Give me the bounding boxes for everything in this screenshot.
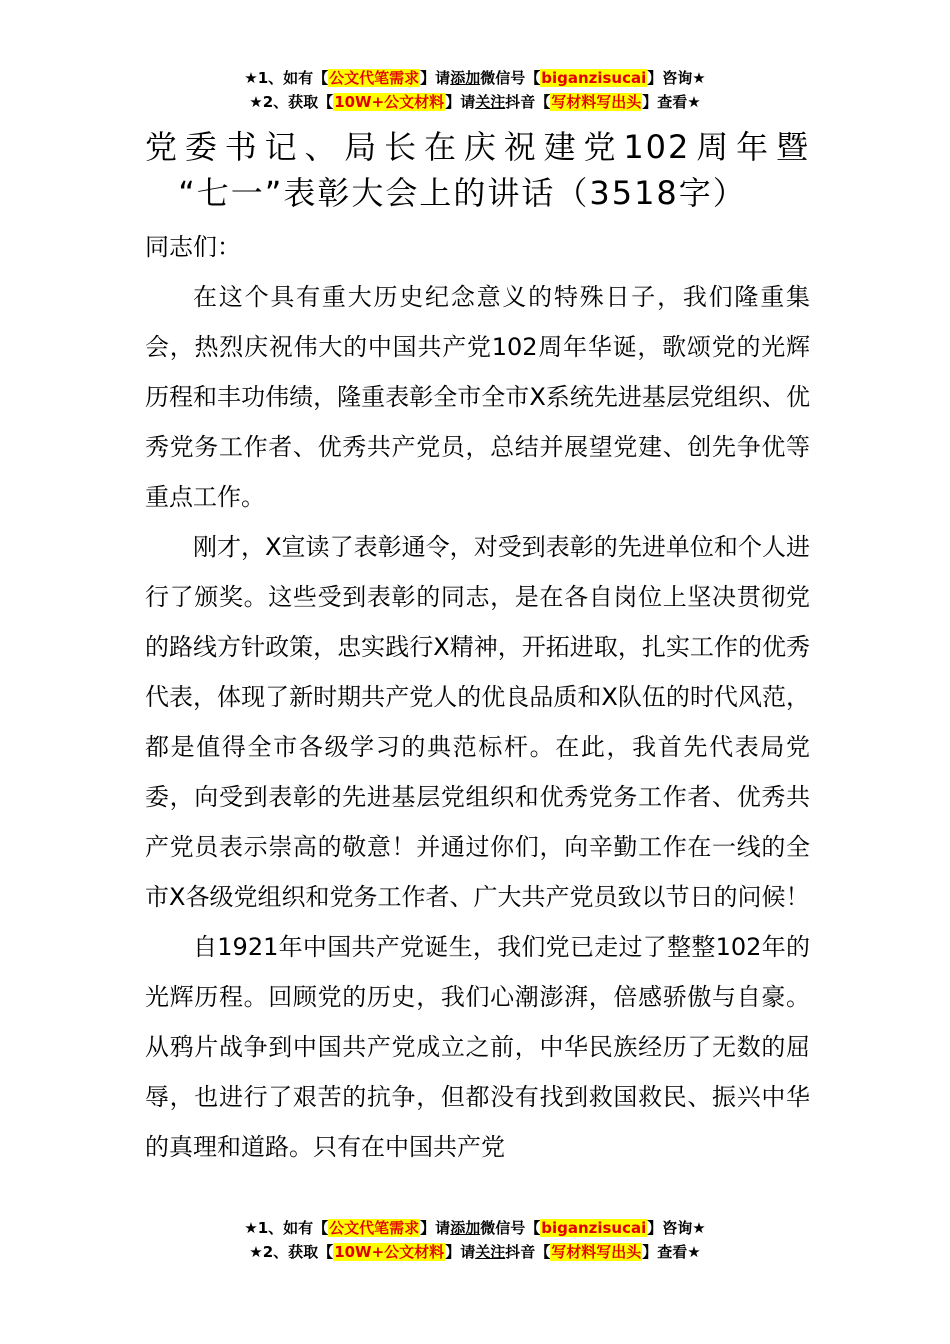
promo-highlight: 公文代笔需求 [329, 1219, 420, 1237]
document-body [145, 222, 810, 1172]
promo-text: 】查看★ [642, 93, 701, 111]
promo-banner-top [0, 66, 950, 114]
promo-underline: 添加 [450, 1219, 481, 1237]
paragraph-2: 刚才，X宣读了表彰通令，对受到表彰的先进单位和个人进行了颁奖。这些受到表彰的同志，是在各自岗位上坚决贯彻党的路线方针政策，忠实践行X精神，开拓进取，扎实工作的优秀代表，体现了新时期共产党人的优良品质和X队伍的时代风范，都是值得全市各级学习的典范标杆。在此，我首先代表局党委，向受到表彰的先进基层党组织和优秀党务工作者、优秀共产党员表示崇高的敬意！并通过你们，向辛勤工作在一线的全市X各级党组织和党务工作者、广大共产党员致以节日的问候！ [145, 533, 810, 911]
promo-text: 抖音【 [505, 1243, 551, 1261]
promo-text: 】请 [445, 93, 476, 111]
promo-underline: 添加 [450, 69, 481, 87]
promo-text: ★1、如有【 [244, 69, 329, 87]
promo-text: 】查看★ [642, 1243, 701, 1261]
promo-underline: 关注 [475, 1243, 506, 1261]
title-line-2: “七一”表彰大会上的讲话（3518字） [178, 174, 747, 212]
promo-text: 微信号【 [480, 69, 541, 87]
promo-text: ★2、获取【 [249, 93, 334, 111]
promo-text: ★1、如有【 [244, 1219, 329, 1237]
promo-banner-bottom [0, 1216, 950, 1264]
promo-line-1 [0, 1216, 950, 1240]
promo-line-2 [0, 1240, 950, 1264]
promo-highlight: 10W+公文材料 [334, 1243, 445, 1261]
promo-text: 】咨询★ [647, 69, 706, 87]
promo-text: 】请 [445, 1243, 476, 1261]
promo-text: 】请 [420, 1219, 451, 1237]
promo-text: 抖音【 [505, 93, 551, 111]
promo-text: ★2、获取【 [249, 1243, 334, 1261]
greeting: 同志们： [145, 233, 241, 261]
paragraph-1: 在这个具有重大历史纪念意义的特殊日子，我们隆重集会，热烈庆祝伟大的中国共产党102周年华诞，歌颂党的光辉历程和丰功伟绩，隆重表彰全市全市X系统先进基层党组织、优秀党务工作者、优秀共产党员，总结并展望党建、创先争优等重点工作。 [145, 283, 810, 511]
promo-douyin-id: 写材料写出头 [551, 1243, 642, 1261]
paragraph-3: 自1921年中国共产党诞生，我们党已走过了整整102年的光辉历程。回顾党的历史，我们心潮澎湃，倍感骄傲与自豪。从鸦片战争到中国共产党成立之前，中华民族经历了无数的屈辱，也进行了艰苦的抗争，但都没有找到救国救民、振兴中华的真理和道路。只有在中国共产党 [145, 933, 810, 1161]
promo-text: 微信号【 [480, 1219, 541, 1237]
promo-wechat-id: biganzisucai [541, 1219, 647, 1237]
promo-douyin-id: 写材料写出头 [551, 93, 642, 111]
promo-line-1 [0, 66, 950, 90]
promo-text: 】咨询★ [647, 1219, 706, 1237]
title-line-1: 党委书记、局长在庆祝建党102周年暨 [145, 128, 810, 166]
promo-highlight: 公文代笔需求 [329, 69, 420, 87]
promo-underline: 关注 [475, 93, 506, 111]
promo-text: 】请 [420, 69, 451, 87]
promo-highlight: 10W+公文材料 [334, 93, 445, 111]
promo-wechat-id: biganzisucai [541, 69, 647, 87]
document-title [145, 124, 810, 216]
promo-line-2 [0, 90, 950, 114]
